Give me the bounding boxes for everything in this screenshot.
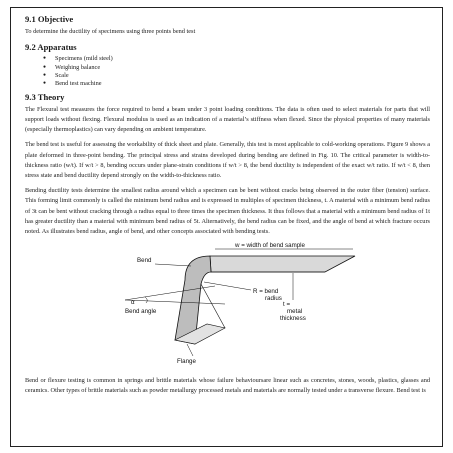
bend-diagram-svg [25, 242, 433, 370]
apparatus-item: ● Weighing balance [43, 64, 430, 72]
apparatus-item: ● Scale [43, 72, 430, 80]
radius-label-2: radius [265, 295, 282, 303]
radius-label: R = bend [253, 288, 279, 296]
objective-heading: 9.1 Objective [25, 14, 74, 24]
theory-paragraph: The bend test is useful for assessing the workability of thick sheet and plate. Generally, this test is most applicable to cold-working operations. Figure 9 shows a plate deformed in three-point bending. The principal stress and strains developed during bending are defined in Fig. 10. The critical parameter is width-to-thickness ratio (w/t). If w/t > 8, bending occurs under plane-strain conditions if w/t > 8, the bend ductility is independent of the exact w/t ratio. If w/t < 8, then stress state and bend ductility depend strongly on the width-to-thickness ratio. [25, 141, 430, 180]
flange-label: Flange [177, 358, 196, 366]
thickness-label-3: thickness [280, 315, 306, 323]
width-label: w = width of bend sample [235, 242, 305, 250]
document-page [10, 7, 443, 447]
thickness-label-2: metal [287, 308, 303, 316]
alpha-label: α [131, 299, 135, 307]
apparatus-heading: 9.2 Apparatus [25, 42, 77, 53]
theory-paragraph: Bend or flexure testing is common in springs and brittle materials whose failure behavioursare linear such as concretes, stones, woods, plastics, glasses and ceramics. Other types of brittle materials such as powder metallurgy processed metals and materials are normally tested under a transverse flexure. Bend test is [25, 377, 430, 395]
bend-label: Bend [137, 257, 152, 265]
apparatus-list [25, 55, 430, 89]
objective-text: To determine the ductility of specimens using three points bend test [25, 28, 196, 35]
bend-diagram [25, 242, 430, 370]
theory-paragraph: Bending ductility tests determine the smallest radius around which a specimen can be bent without cracks being observed in the outer fiber (tension) surface. This forming limit commonly is called the minimum bend radius and is expressed in multiples of specimen thickness, t. A material with a minimum bend radius of 3t can be bent without cracking through a radius equal to three times the specimen thickness. It thus follows that a material with a minimum bend radius of 1t has greater ductility than a material with minimum bend radius of 5t. Alternatively, the bend radius can be fixed, and the angle of bend at which fracture occurs noted. As illustrates bend radius, angle of bend, and other concepts associated with bending tests. [25, 187, 430, 236]
theory-paragraph: The Flexural test measures the force required to bend a beam under 3 point loading conditions. The data is often used to select materials for parts that will support loads without flexing. Flexural modulus is used as an indication of a material’s stiffness when flexed. Since the physical properties of many materials (especially thermoplastics) can vary depending on ambient temperature. [25, 105, 430, 134]
bend-angle-label: Bend angle [125, 308, 157, 316]
thickness-label: t = [283, 301, 291, 309]
apparatus-item: ● Specimens (mild steel) [43, 55, 430, 63]
apparatus-item: ● Bend test machine [43, 80, 430, 88]
theory-heading: 9.3 Theory [25, 91, 65, 102]
